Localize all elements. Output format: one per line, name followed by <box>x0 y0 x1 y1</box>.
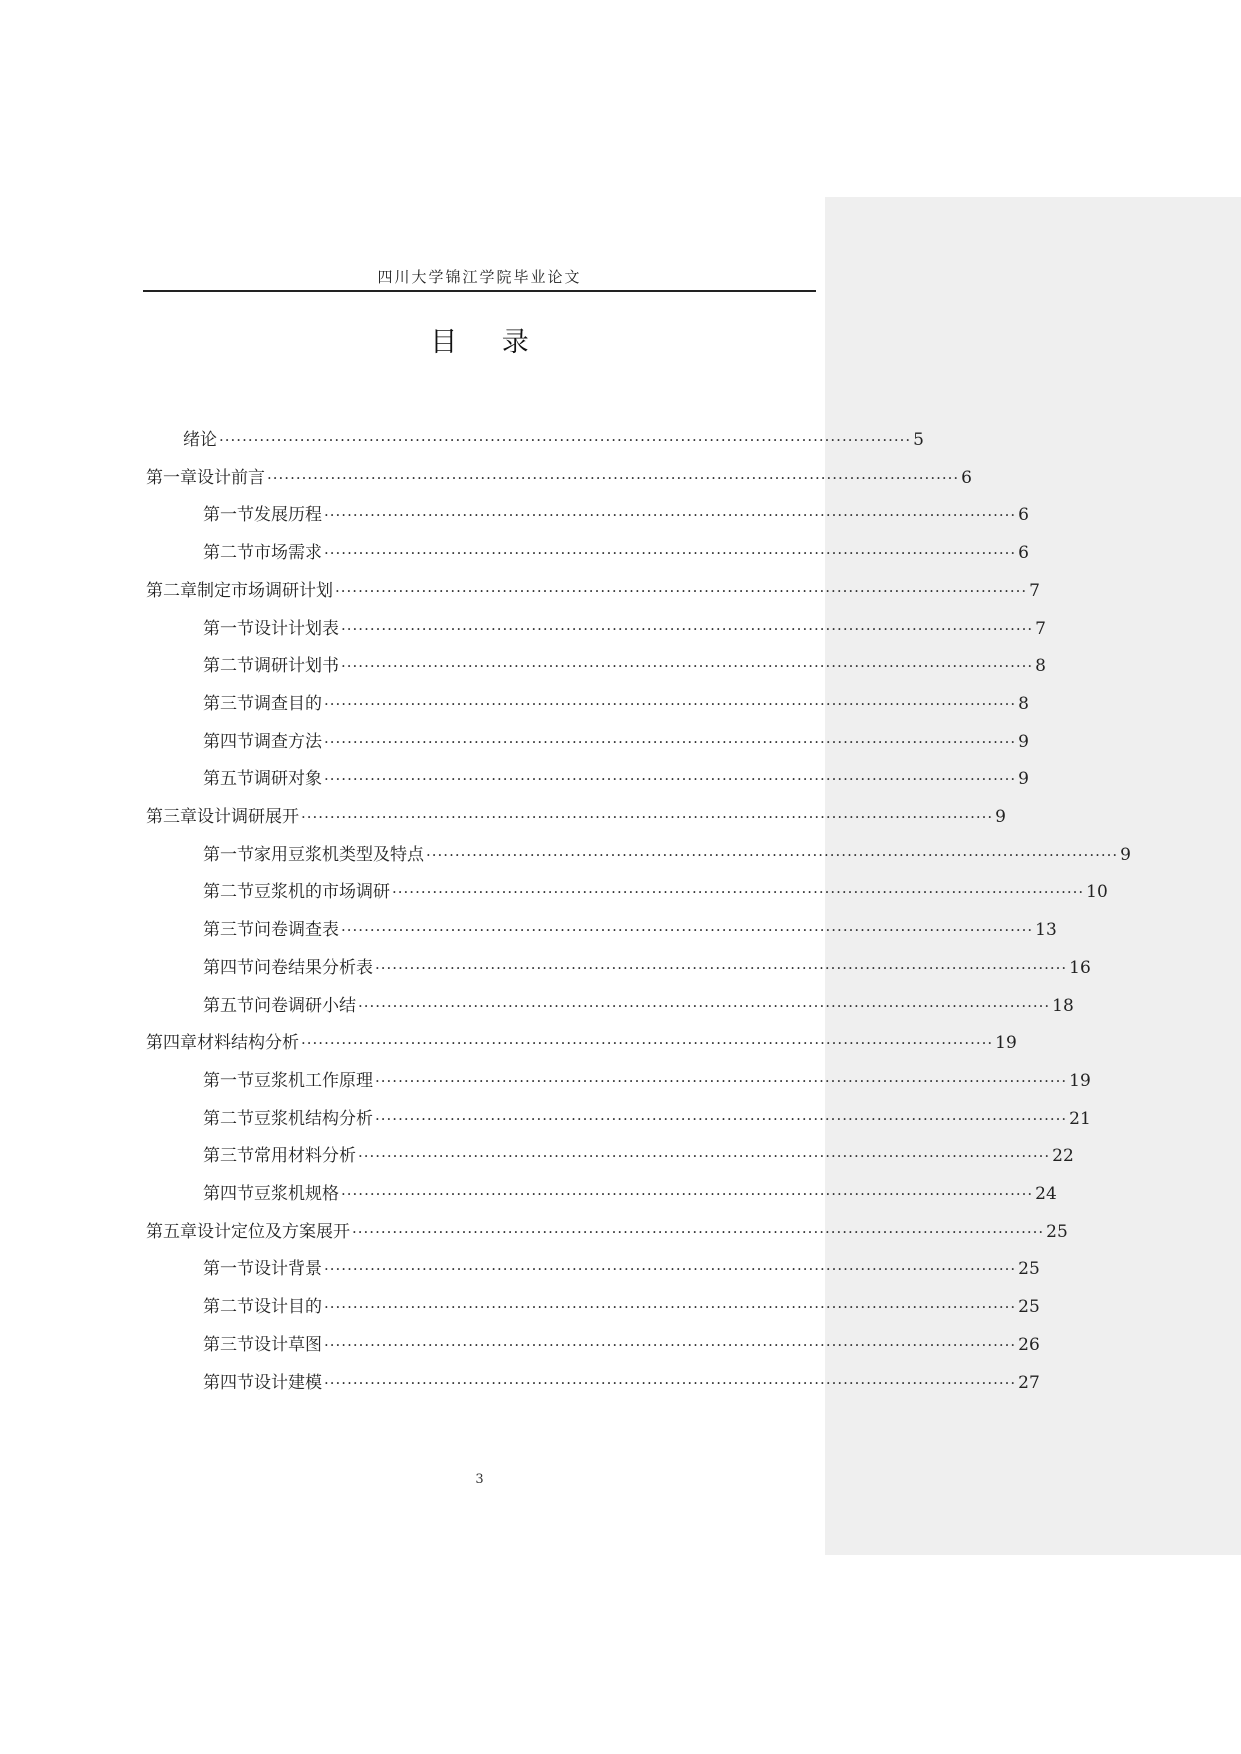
toc-dot-leader: ························································································································ <box>375 1072 1068 1090</box>
toc-entry-title: 设计目的 <box>254 1297 322 1317</box>
toc-entry-number: 第三章 <box>146 807 197 827</box>
toc-entry-page: 5 <box>913 430 924 450</box>
toc-entry-title: 调研对象 <box>254 769 322 789</box>
toc-entry-title: 设计计划表 <box>254 619 339 639</box>
toc-entry-number: 第一节 <box>203 1259 254 1279</box>
toc-entry[interactable] <box>146 579 1040 603</box>
toc-dot-leader: ························································································································ <box>324 1374 1017 1392</box>
toc-entry[interactable] <box>146 1031 1017 1055</box>
toc-entry[interactable] <box>183 428 924 452</box>
toc-entry-page: 25 <box>1018 1297 1040 1317</box>
toc-entry-title: 设计建模 <box>254 1373 322 1393</box>
toc-entry-title: 豆浆机工作原理 <box>254 1071 373 1091</box>
toc-dot-leader: ························································································································ <box>352 1223 1045 1241</box>
toc-entry[interactable] <box>203 880 1108 904</box>
toc-entry-number: 第三节 <box>203 1146 254 1166</box>
toc-entry[interactable] <box>203 1257 1040 1281</box>
toc-entry-title: 问卷调查表 <box>254 920 339 940</box>
toc-entry-title: 调研计划书 <box>254 656 339 676</box>
toc-dot-leader: ························································································································ <box>341 620 1034 638</box>
page-number: 3 <box>475 1472 484 1487</box>
toc-entry-page: 22 <box>1052 1146 1074 1166</box>
toc-dot-leader: ························································································································ <box>324 733 1017 751</box>
toc-entry-title: 豆浆机结构分析 <box>254 1109 373 1129</box>
toc-entry-title: 设计定位及方案展开 <box>197 1222 350 1242</box>
toc-entry-number: 第五章 <box>146 1222 197 1242</box>
toc-entry-number: 第四节 <box>203 732 254 752</box>
toc-entry-title: 调查方法 <box>254 732 322 752</box>
toc-entry-page: 24 <box>1035 1184 1057 1204</box>
toc-entry[interactable] <box>203 994 1074 1018</box>
toc-dot-leader: ························································································································ <box>301 1034 994 1052</box>
toc-entry[interactable] <box>203 843 1131 867</box>
toc-dot-leader: ························································································································ <box>375 1110 1068 1128</box>
toc-entry[interactable] <box>203 1295 1040 1319</box>
toc-dot-leader: ························································································································ <box>324 1298 1017 1316</box>
toc-dot-leader: ························································································································ <box>341 1185 1034 1203</box>
toc-entry-page: 16 <box>1069 958 1091 978</box>
toc-dot-leader: ························································································································ <box>324 506 1017 524</box>
toc-entry-number: 第四节 <box>203 1184 254 1204</box>
toc-dot-leader: ························································································································ <box>301 808 994 826</box>
toc-dot-leader: ························································································································ <box>358 997 1051 1015</box>
toc-dot-leader: ························································································································ <box>324 695 1017 713</box>
toc-dot-leader: ························································································································ <box>426 846 1119 864</box>
toc-entry-number: 第一节 <box>203 845 254 865</box>
toc-dot-leader: ························································································································ <box>219 431 912 449</box>
toc-entry-page: 6 <box>1018 543 1029 563</box>
toc-entry-title: 常用材料分析 <box>254 1146 356 1166</box>
toc-entry-page: 18 <box>1052 996 1074 1016</box>
toc-entry-title: 绪论 <box>183 430 217 450</box>
toc-entry[interactable] <box>203 956 1091 980</box>
toc-dot-leader: ························································································································ <box>335 582 1028 600</box>
toc-entry-page: 13 <box>1035 920 1057 940</box>
toc-entry[interactable] <box>203 1107 1091 1131</box>
toc-entry-page: 10 <box>1086 882 1108 902</box>
toc-entry-page: 6 <box>1018 505 1029 525</box>
toc-entry-title: 设计前言 <box>197 468 265 488</box>
toc-entry[interactable] <box>146 805 1006 829</box>
toc-entry-number: 第三节 <box>203 694 254 714</box>
toc-entry-number: 第三节 <box>203 1335 254 1355</box>
toc-entry[interactable] <box>203 767 1029 791</box>
toc-entry-title: 调查目的 <box>254 694 322 714</box>
toc-entry-number: 第五节 <box>203 769 254 789</box>
toc-entry-page: 25 <box>1046 1222 1068 1242</box>
toc-entry-page: 8 <box>1035 656 1046 676</box>
toc-entry[interactable] <box>203 730 1029 754</box>
toc-entry-number: 第一节 <box>203 505 254 525</box>
toc-dot-leader: ························································································································ <box>341 921 1034 939</box>
toc-entry-number: 第三节 <box>203 920 254 940</box>
toc-entry-page: 6 <box>961 468 972 488</box>
toc-entry[interactable] <box>203 1333 1040 1357</box>
toc-entry[interactable] <box>146 1220 1068 1244</box>
toc-entry-number: 第四章 <box>146 1033 197 1053</box>
toc-entry-number: 第四节 <box>203 1373 254 1393</box>
toc-entry-number: 第五节 <box>203 996 254 1016</box>
toc-entry-number: 第一节 <box>203 619 254 639</box>
toc-dot-leader: ························································································································ <box>375 959 1068 977</box>
running-header: 四川大学锦江学院毕业论文 <box>377 268 582 286</box>
toc-entry[interactable] <box>203 654 1046 678</box>
toc-dot-leader: ························································································································ <box>324 1336 1017 1354</box>
toc-dot-leader: ························································································································ <box>324 1260 1017 1278</box>
toc-entry-page: 7 <box>1029 581 1040 601</box>
toc-entry-title: 豆浆机规格 <box>254 1184 339 1204</box>
toc-entry-title: 问卷结果分析表 <box>254 958 373 978</box>
toc-entry-page: 19 <box>995 1033 1017 1053</box>
toc-entry-page: 7 <box>1035 619 1046 639</box>
toc-entry-title: 市场需求 <box>254 543 322 563</box>
toc-dot-leader: ························································································································ <box>267 469 960 487</box>
toc-entry-page: 25 <box>1018 1259 1040 1279</box>
toc-entry-title: 豆浆机的市场调研 <box>254 882 390 902</box>
toc-entry-page: 26 <box>1018 1335 1040 1355</box>
toc-entry-title: 设计背景 <box>254 1259 322 1279</box>
toc-entry-number: 第一节 <box>203 1071 254 1091</box>
toc-entry-page: 9 <box>1120 845 1131 865</box>
toc-entry-number: 第四节 <box>203 958 254 978</box>
toc-entry-number: 第二节 <box>203 1297 254 1317</box>
toc-entry[interactable] <box>203 918 1057 942</box>
toc-entry[interactable] <box>203 1371 1040 1395</box>
toc-entry-number: 第二章 <box>146 581 197 601</box>
toc-entry-number: 第二节 <box>203 543 254 563</box>
toc-entry[interactable] <box>203 1069 1091 1093</box>
toc-entry-number: 第二节 <box>203 882 254 902</box>
toc-entry-page: 27 <box>1018 1373 1040 1393</box>
toc-entry-page: 9 <box>995 807 1006 827</box>
toc-entry-number: 第二节 <box>203 656 254 676</box>
toc-entry-page: 9 <box>1018 769 1029 789</box>
toc-entry[interactable] <box>203 1182 1057 1206</box>
toc-dot-leader: ························································································································ <box>341 657 1034 675</box>
toc-entry-page: 21 <box>1069 1109 1091 1129</box>
toc-entry[interactable] <box>146 466 972 490</box>
toc-entry-page: 9 <box>1018 732 1029 752</box>
toc-entry-title: 设计调研展开 <box>197 807 299 827</box>
toc-entry-page: 19 <box>1069 1071 1091 1091</box>
toc-entry-number: 第一章 <box>146 468 197 488</box>
toc-dot-leader: ························································································································ <box>358 1147 1051 1165</box>
toc-title: 目 录 <box>430 327 547 358</box>
toc-entry[interactable] <box>203 503 1029 527</box>
toc-dot-leader: ························································································································ <box>392 883 1085 901</box>
toc-entry[interactable] <box>203 1144 1074 1168</box>
toc-entry-title: 发展历程 <box>254 505 322 525</box>
toc-entry-number: 第二节 <box>203 1109 254 1129</box>
toc-dot-leader: ························································································································ <box>324 544 1017 562</box>
toc-entry-title: 制定市场调研计划 <box>197 581 333 601</box>
toc-entry[interactable] <box>203 617 1046 641</box>
toc-entry-title: 问卷调研小结 <box>254 996 356 1016</box>
toc-entry[interactable] <box>203 541 1029 565</box>
toc-entry[interactable] <box>203 692 1029 716</box>
toc-entry-title: 设计草图 <box>254 1335 322 1355</box>
toc-entry-title: 家用豆浆机类型及特点 <box>254 845 424 865</box>
toc-entry-title: 材料结构分析 <box>197 1033 299 1053</box>
toc-entry-page: 8 <box>1018 694 1029 714</box>
toc-dot-leader: ························································································································ <box>324 770 1017 788</box>
